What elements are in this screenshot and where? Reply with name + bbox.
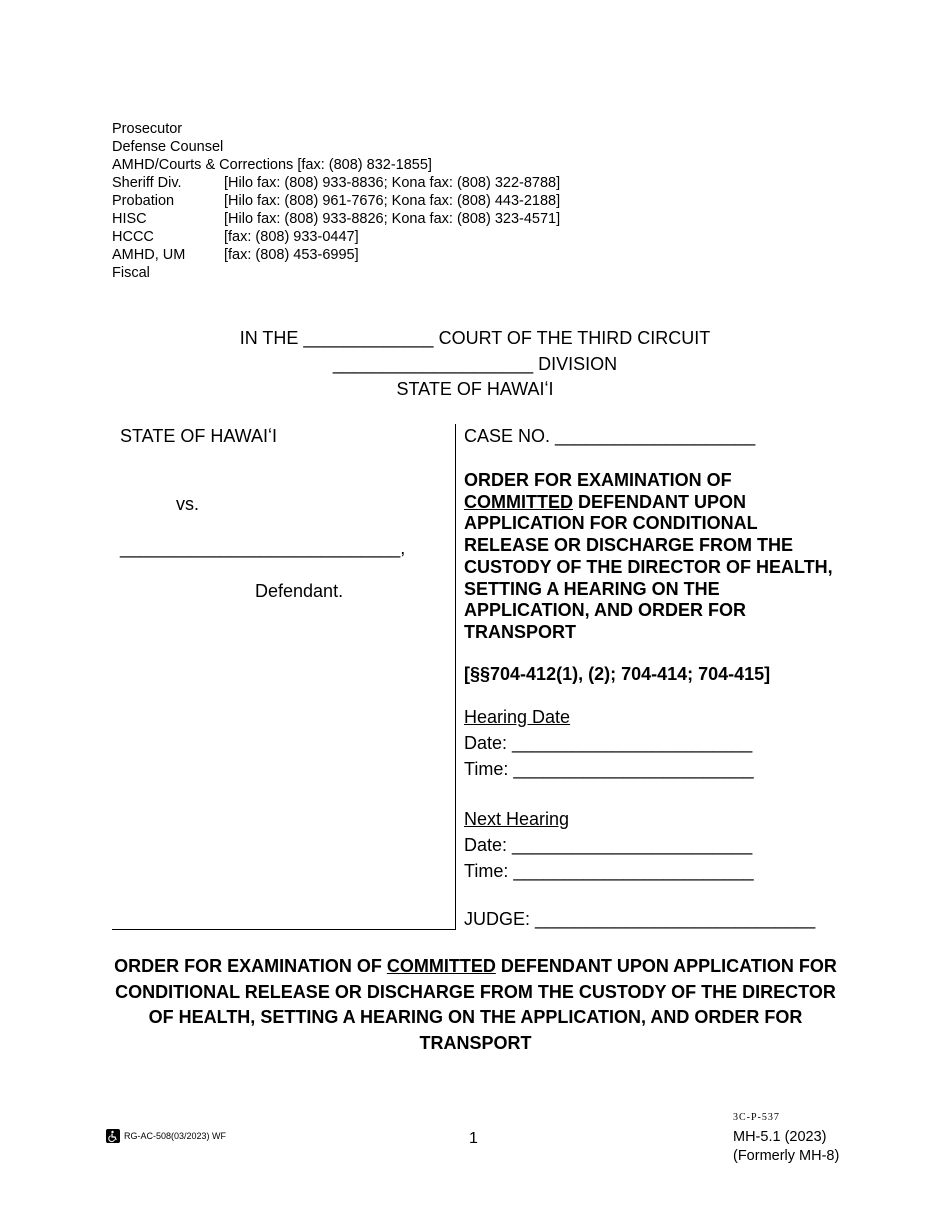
page-number: 1 — [469, 1130, 478, 1147]
form-number: MH-5.1 (2023) — [733, 1129, 827, 1145]
dist-value: [fax: (808) 933-0447] — [224, 229, 359, 245]
court-line: IN THE _____________ COURT OF THE THIRD CIRCUIT — [239, 328, 711, 348]
hearing-date-heading: Hearing Date — [464, 707, 571, 727]
title-underlined: COMMITTED — [386, 956, 496, 976]
dist-label: HCCC — [112, 229, 154, 245]
division-line: ____________________ DIVISION — [332, 353, 618, 374]
dist-row-probation — [112, 192, 560, 210]
dist-defense-counsel: Defense Counsel — [112, 139, 224, 155]
body-title — [112, 954, 839, 1056]
defendant-label: Defendant. — [255, 581, 344, 601]
dist-prosecutor: Prosecutor — [112, 121, 183, 137]
distribution-list — [112, 120, 560, 282]
dist-row-sheriff — [112, 174, 560, 192]
next-hearing-time-field: Time: ________________________ — [464, 861, 754, 881]
dist-row-amhd-um — [112, 246, 560, 264]
statute-citations: [§§704-412(1), (2); 704-414; 704-415] — [464, 664, 771, 684]
plaintiff-name: STATE OF HAWAIʻI — [120, 426, 277, 446]
dist-row-hisc — [112, 210, 560, 228]
formerly-form-number: (Formerly MH-8) — [733, 1148, 840, 1164]
next-hearing-heading: Next Hearing — [464, 809, 570, 829]
dist-label: HISC — [112, 211, 147, 227]
dist-label: Sheriff Div. — [112, 175, 182, 191]
form-code: 3C-P-537 — [733, 1112, 780, 1123]
state-line: STATE OF HAWAIʻI — [396, 379, 554, 399]
court-header — [0, 326, 950, 403]
next-hearing-date-field: Date: ________________________ — [464, 835, 753, 855]
accessibility-code: RG-AC-508(03/2023) WF — [124, 1131, 227, 1141]
hearing-date-field: Date: ________________________ — [464, 733, 753, 753]
title-part: ORDER FOR EXAMINATION OF — [114, 956, 387, 976]
versus-label: vs. — [176, 494, 200, 514]
judge-field: JUDGE: ____________________________ — [464, 909, 816, 929]
dist-label: Probation — [112, 193, 175, 209]
title-part: DEFENDANT UPON APPLICATION FOR CONDITIONAL RELEASE OR DISCHARGE FROM THE CUSTODY OF THE DIRECTOR OF HEALTH, SETTING A HEARING ON THE APPLICATION, AND ORDER FOR TRANSPORT — [115, 956, 837, 1053]
dist-row-hccc — [112, 228, 560, 246]
title-underlined: COMMITTED — [464, 491, 573, 512]
dist-fiscal: Fiscal — [112, 265, 150, 281]
case-number-field: CASE NO. ____________________ — [464, 426, 756, 446]
hearing-time-field: Time: ________________________ — [464, 759, 754, 779]
defendant-name-field: ____________________________, — [120, 538, 406, 558]
dist-value: [fax: (808) 453-6995] — [224, 247, 359, 263]
accessibility-icon — [106, 1129, 120, 1143]
dist-amhd-courts: AMHD/Courts & Corrections [fax: (808) 832-1855] — [112, 157, 432, 173]
title-part: ORDER FOR EXAMINATION OF — [464, 470, 732, 490]
dist-label: AMHD, UM — [112, 247, 186, 263]
document-title — [464, 470, 834, 644]
dist-value: [Hilo fax: (808) 933-8826; Kona fax: (808) 323-4571] — [224, 211, 561, 227]
title-part: DEFENDANT UPON APPLICATION FOR CONDITIONAL RELEASE OR DISCHARGE FROM THE CUSTODY OF THE DIRECTOR OF HEALTH, SETTING A HEARING ON THE APPLICATION, AND ORDER FOR TRANSPORT — [464, 491, 833, 642]
dist-value: [Hilo fax: (808) 961-7676; Kona fax: (808) 443-2188] — [224, 193, 561, 209]
caption-left — [112, 424, 456, 930]
dist-value: [Hilo fax: (808) 933-8836; Kona fax: (808) 322-8788] — [224, 175, 561, 191]
